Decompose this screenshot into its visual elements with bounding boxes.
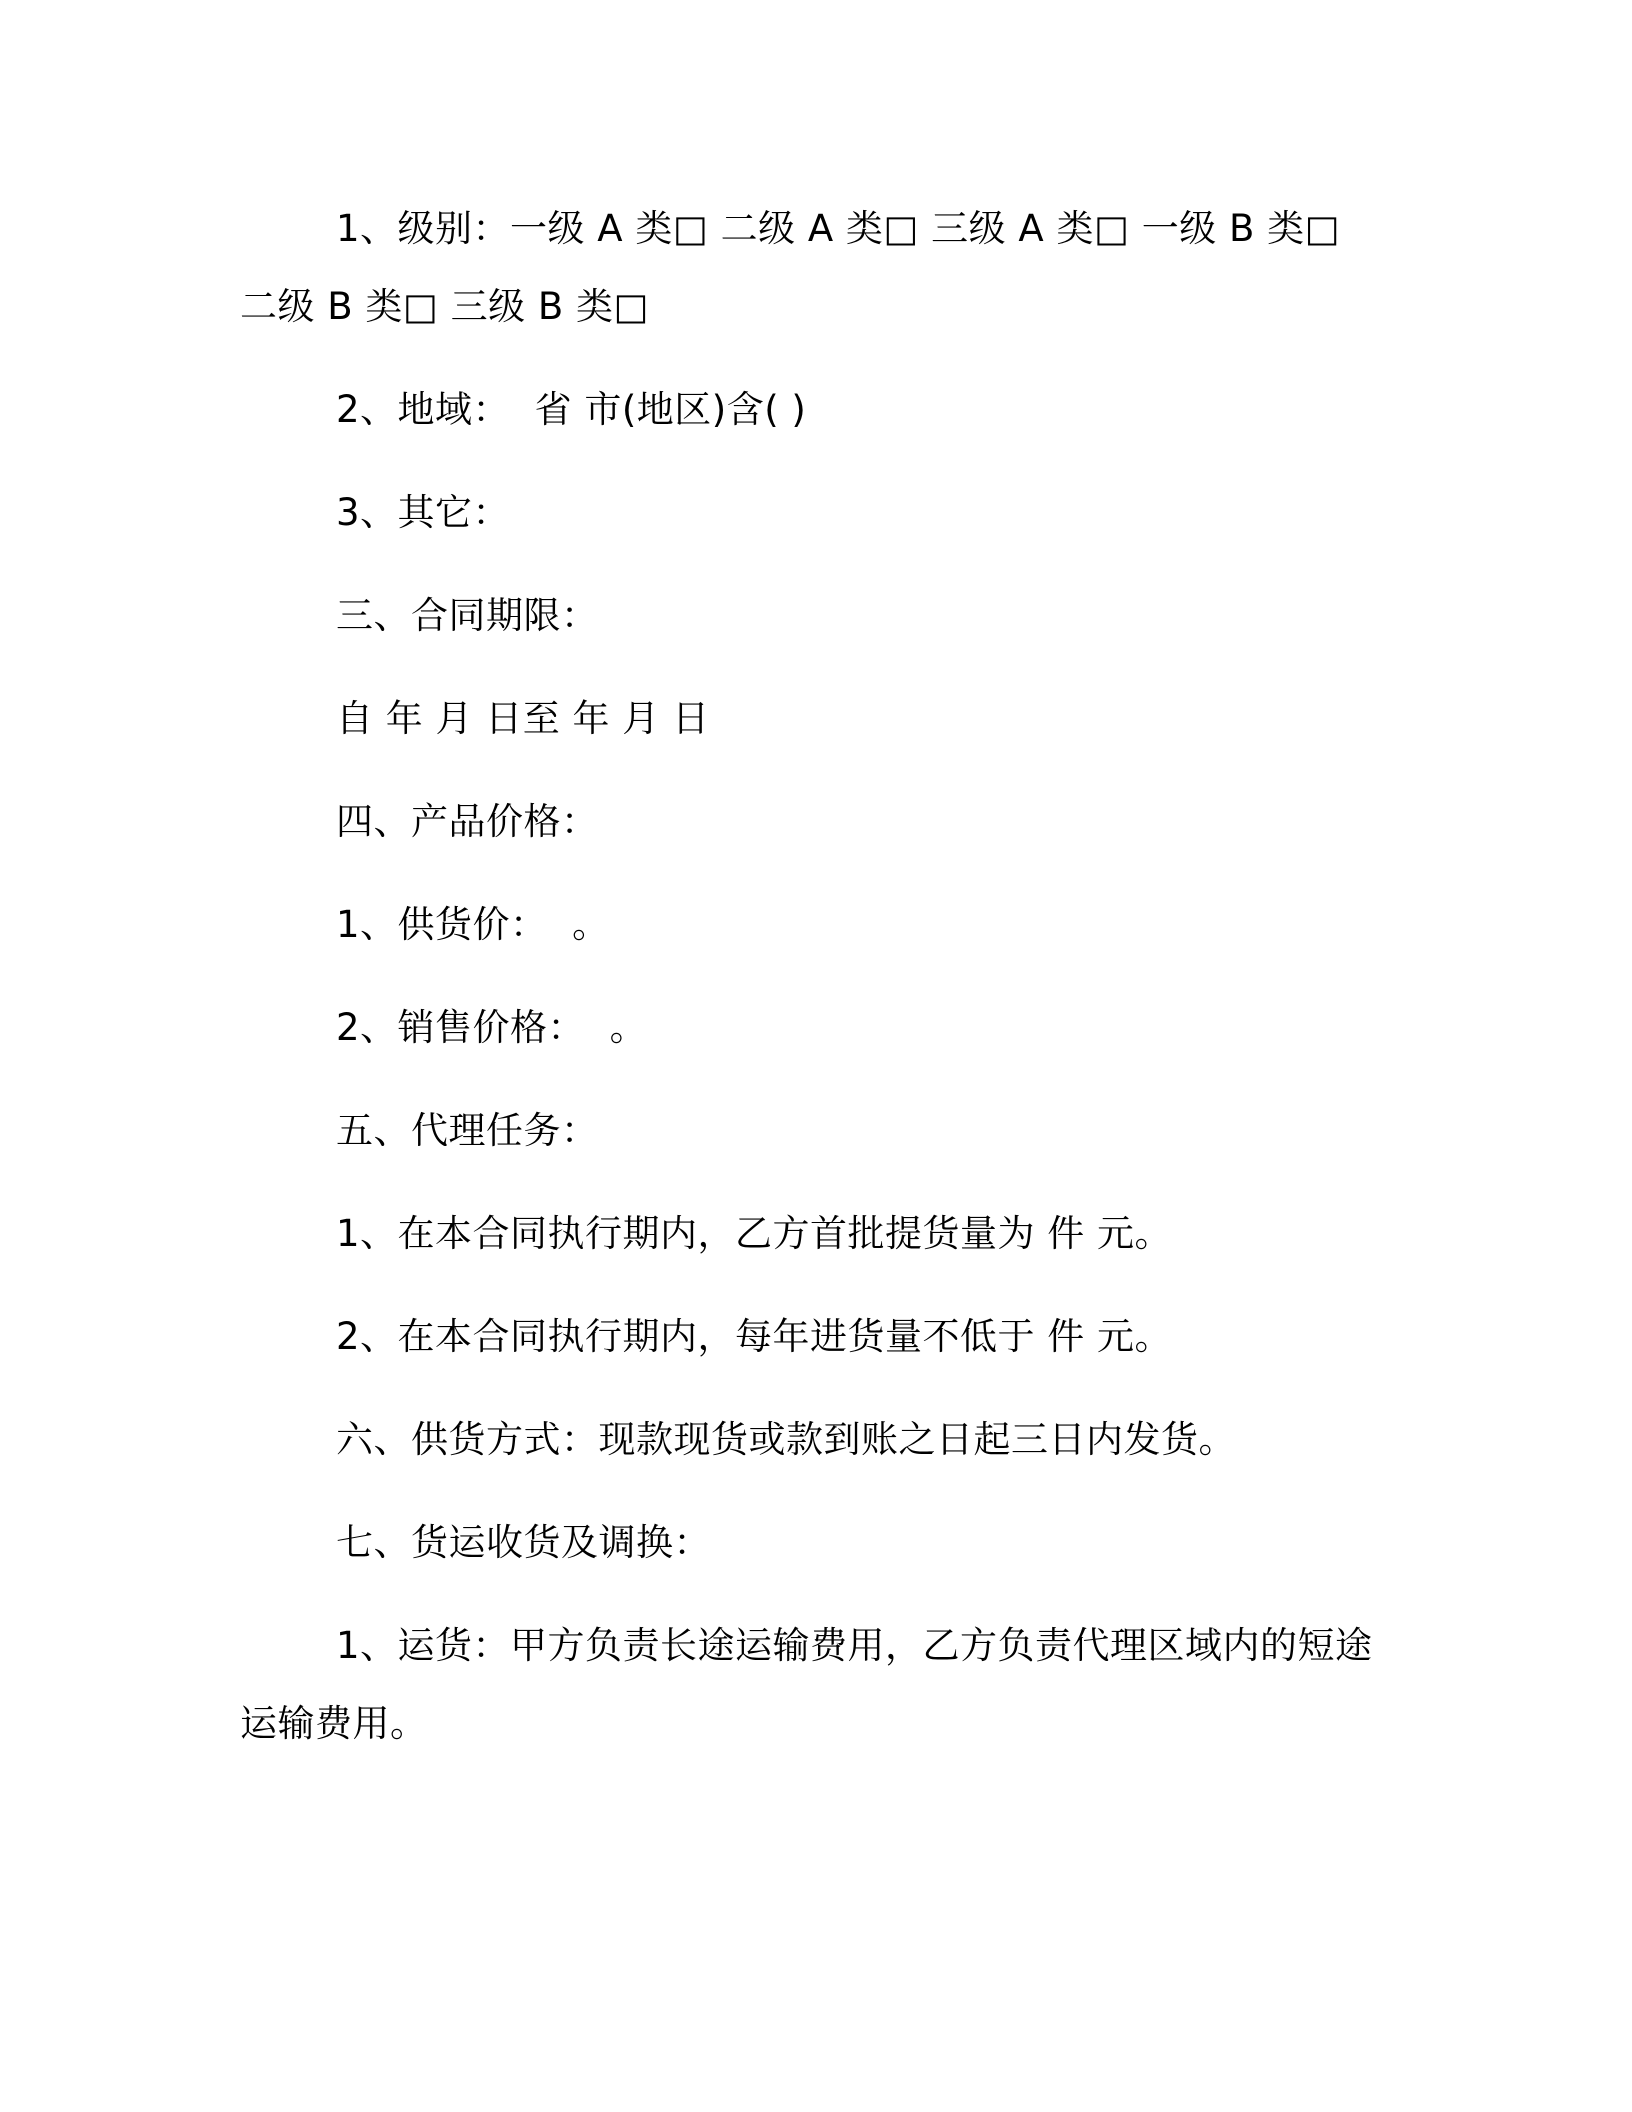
paragraph-supply-price: 1、供货价： 。	[336, 903, 610, 946]
paragraph-other: 3、其它：	[336, 491, 511, 534]
document-page	[240, 190, 1386, 1788]
heading-agency-task: 五、代理任务：	[336, 1109, 599, 1152]
paragraph-freight: 1、运货：甲方负责长途运输费用，乙方负责代理区域内的短途运输费用。	[240, 1624, 1373, 1745]
heading-supply-method: 六、供货方式：现款现货或款到账之日起三日内发货。	[336, 1418, 1236, 1461]
paragraph-level: 1、级别：一级 A 类□ 二级 A 类□ 三级 A 类□ 一级 B 类□ 二级 B 类□ 三级 B 类□	[240, 207, 1353, 328]
paragraph-region: 2、地域： 省 市(地区)含( )	[336, 388, 807, 431]
paragraph-sales-price: 2、销售价格： 。	[336, 1006, 648, 1049]
heading-product-price: 四、产品价格：	[336, 800, 599, 843]
paragraph-term-dates: 自 年 月 日至 年 月 日	[336, 697, 710, 740]
heading-contract-term: 三、合同期限：	[336, 594, 599, 637]
heading-shipping: 七、货运收货及调换：	[336, 1521, 711, 1564]
paragraph-annual-order: 2、在本合同执行期内，每年进货量不低于 件 元。	[336, 1315, 1173, 1358]
paragraph-first-order: 1、在本合同执行期内，乙方首批提货量为 件 元。	[336, 1212, 1173, 1255]
